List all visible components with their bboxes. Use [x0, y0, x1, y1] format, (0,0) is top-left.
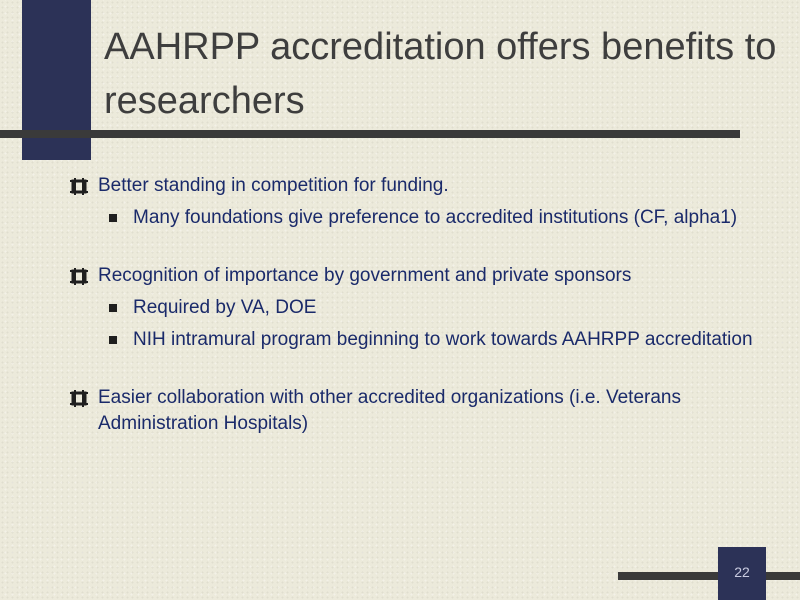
sub-bullet-item	[70, 327, 770, 353]
sub-bullet-item	[70, 295, 770, 321]
bullet-item	[70, 263, 770, 289]
bullet-item	[70, 173, 770, 199]
sub-bullet-text: NIH intramural program beginning to work towards AAHRPP accreditation	[133, 329, 753, 350]
bullet-text: Better standing in competition for funding.	[98, 175, 449, 196]
hollow-square-bullet-icon	[70, 268, 88, 285]
page-number: 22	[734, 564, 750, 580]
sub-bullet-item	[70, 205, 770, 231]
filled-square-bullet-icon	[109, 214, 117, 222]
footer-divider	[618, 572, 800, 580]
hollow-square-bullet-icon	[70, 390, 88, 407]
bullet-list	[70, 173, 770, 437]
title-divider	[0, 130, 740, 138]
bullet-text: Easier collaboration with other accredited organizations (i.e. Veterans Administration Hospitals)	[98, 387, 681, 434]
hollow-square-bullet-icon	[70, 178, 88, 195]
bullet-text: Recognition of importance by government and private sponsors	[98, 265, 632, 286]
filled-square-bullet-icon	[109, 336, 117, 344]
bullet-item	[70, 385, 770, 437]
filled-square-bullet-icon	[109, 304, 117, 312]
sub-bullet-text: Required by VA, DOE	[133, 297, 317, 318]
sub-bullet-text: Many foundations give preference to accredited institutions (CF, alpha1)	[133, 207, 738, 228]
slide-title: AAHRPP accreditation offers benefits to researchers	[104, 26, 777, 122]
